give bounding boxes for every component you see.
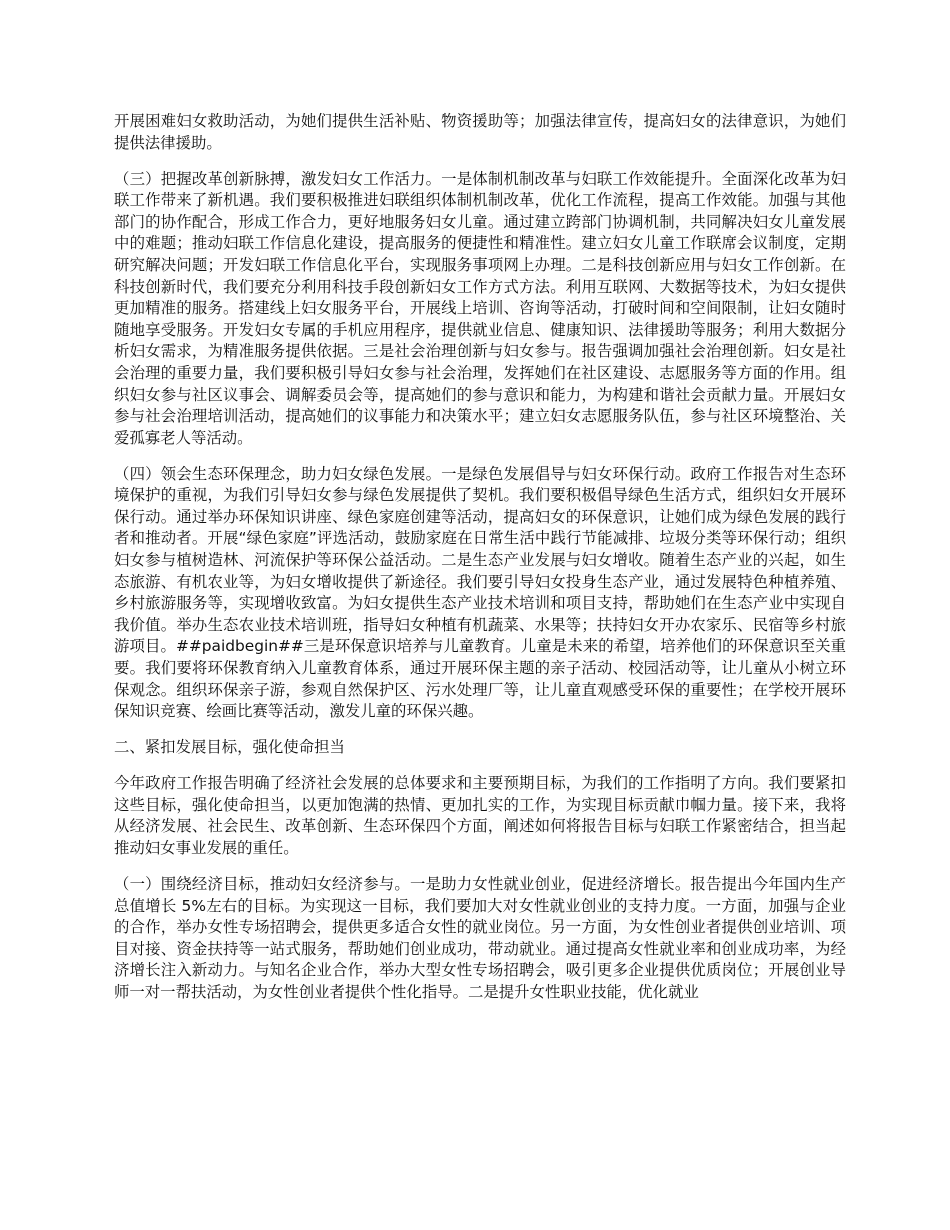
document-page [114,111,846,1018]
paragraph-ecology-green-development: （四）领会生态环保理念，助力妇女绿色发展。一是绿色发展倡导与妇女环保行动。政府工作报告对生态环境保护的重视，为我们引导妇女参与绿色发展提供了契机。我们要积极倡导绿色生活方式，组织妇女开展环保行动。通过举办环保知识讲座、绿色家庭创建等活动，提高妇女的环保意识，让她们成为绿色发展的践行者和推动者。开展“绿色家庭”评选活动，鼓励家庭在日常生活中践行节能减排、垃圾分类等环保行动；组织妇女参与植树造林、河流保护等环保公益活动。二是生态产业发展与妇女增收。随着生态产业的兴起，如生态旅游、有机农业等，为妇女增收提供了新途径。我们要引导妇女投身生态产业，通过发展特色种植养殖、乡村旅游服务等，实现增收致富。为妇女提供生态产业技术培训和项目支持，帮助她们在生态产业中实现自我价值。举办生态农业技术培训班，指导妇女种植有机蔬菜、水果等；扶持妇女开办农家乐、民宿等乡村旅游项目。##paidbegin##三是环保意识培养与儿童教育。儿童是未来的希望，培养他们的环保意识至关重要。我们要将环保教育纳入儿童教育体系，通过开展环保主题的亲子活动、校园活动等，让儿童从小树立环保观念。组织环保亲子游，参观自然保护区、污水处理厂等，让儿童直观感受环保的重要性；在学校开展环保知识竞赛、绘画比赛等活动，激发儿童的环保兴趣。 [114,464,846,721]
paragraph-goals-intro: 今年政府工作报告明确了经济社会发展的总体要求和主要预期目标，为我们的工作指明了方向。我们要紧扣这些目标，强化使命担当，以更加饱满的热情、更加扎实的工作，为实现目标贡献巾帼力量。接下来，我将从经济发展、社会民生、改革创新、生态环保四个方面，阐述如何将报告目标与妇联工作紧密结合，担当起推动妇女事业发展的重任。 [114,774,846,857]
paragraph-relief-assistance: 开展困难妇女救助活动，为她们提供生活补贴、物资援助等；加强法律宣传，提高妇女的法律意识，为她们提供法律援助。 [114,112,846,152]
paragraph-economic-goals: （一）围绕经济目标，推动妇女经济参与。一是助力女性就业创业，促进经济增长。报告提出今年国内生产总值增长 5%左右的目标。为实现这一目标，我们要加大对女性就业创业的支持力度。一方面，加强与企业的合作，举办女性专场招聘会，提供更多适合女性的就业岗位。另一方面，为女性创业者提供创业培训、项目对接、资金扶持等一站式服务，帮助她们创业成功，带动就业。通过提高女性就业率和创业成功率，为经济增长注入新动力。与知名企业合作，举办大型女性专场招聘会，吸引更多企业提供优质岗位；开展创业导师一对一帮扶活动，为女性创业者提供个性化指导。二是提升女性职业技能，优化就业 [114,874,846,1001]
section-heading: 二、紧扣发展目标，强化使命担当 [114,738,345,757]
paragraph-reform-innovation: （三）把握改革创新脉搏，激发妇女工作活力。一是体制机制改革与妇联工作效能提升。全面深化改革为妇联工作带来了新机遇。我们要积极推进妇联组织体制机制改革，优化工作流程，提高工作效能。加强与其他部门的协作配合，形成工作合力，更好地服务妇女儿童。通过建立跨部门协调机制，共同解决妇女儿童发展中的难题；推动妇联工作信息化建设，提高服务的便捷性和精准性。建立妇女儿童工作联席会议制度，定期研究解决问题；开发妇联工作信息化平台，实现服务事项网上办理。二是科技创新应用与妇女工作创新。在科技创新时代，我们要充分利用科技手段创新妇女工作方式方法。利用互联网、大数据等技术，为妇女提供更加精准的服务。搭建线上妇女服务平台，开展线上培训、咨询等活动，打破时间和空间限制，让妇女随时随地享受服务。开发妇女专属的手机应用程序，提供就业信息、健康知识、法律援助等服务；利用大数据分析妇女需求，为精准服务提供依据。三是社会治理创新与妇女参与。报告强调加强社会治理创新。妇女是社会治理的重要力量，我们要积极引导妇女参与社会治理，发挥她们在社区建设、志愿服务等方面的作用。组织妇女参与社区议事会、调解委员会等，提高她们的参与意识和能力，为构建和谐社会贡献力量。开展妇女参与社会治理培训活动，提高她们的议事能力和决策水平；建立妇女志愿服务队伍，参与社区环境整治、关爱孤寡老人等活动。 [114,169,846,447]
